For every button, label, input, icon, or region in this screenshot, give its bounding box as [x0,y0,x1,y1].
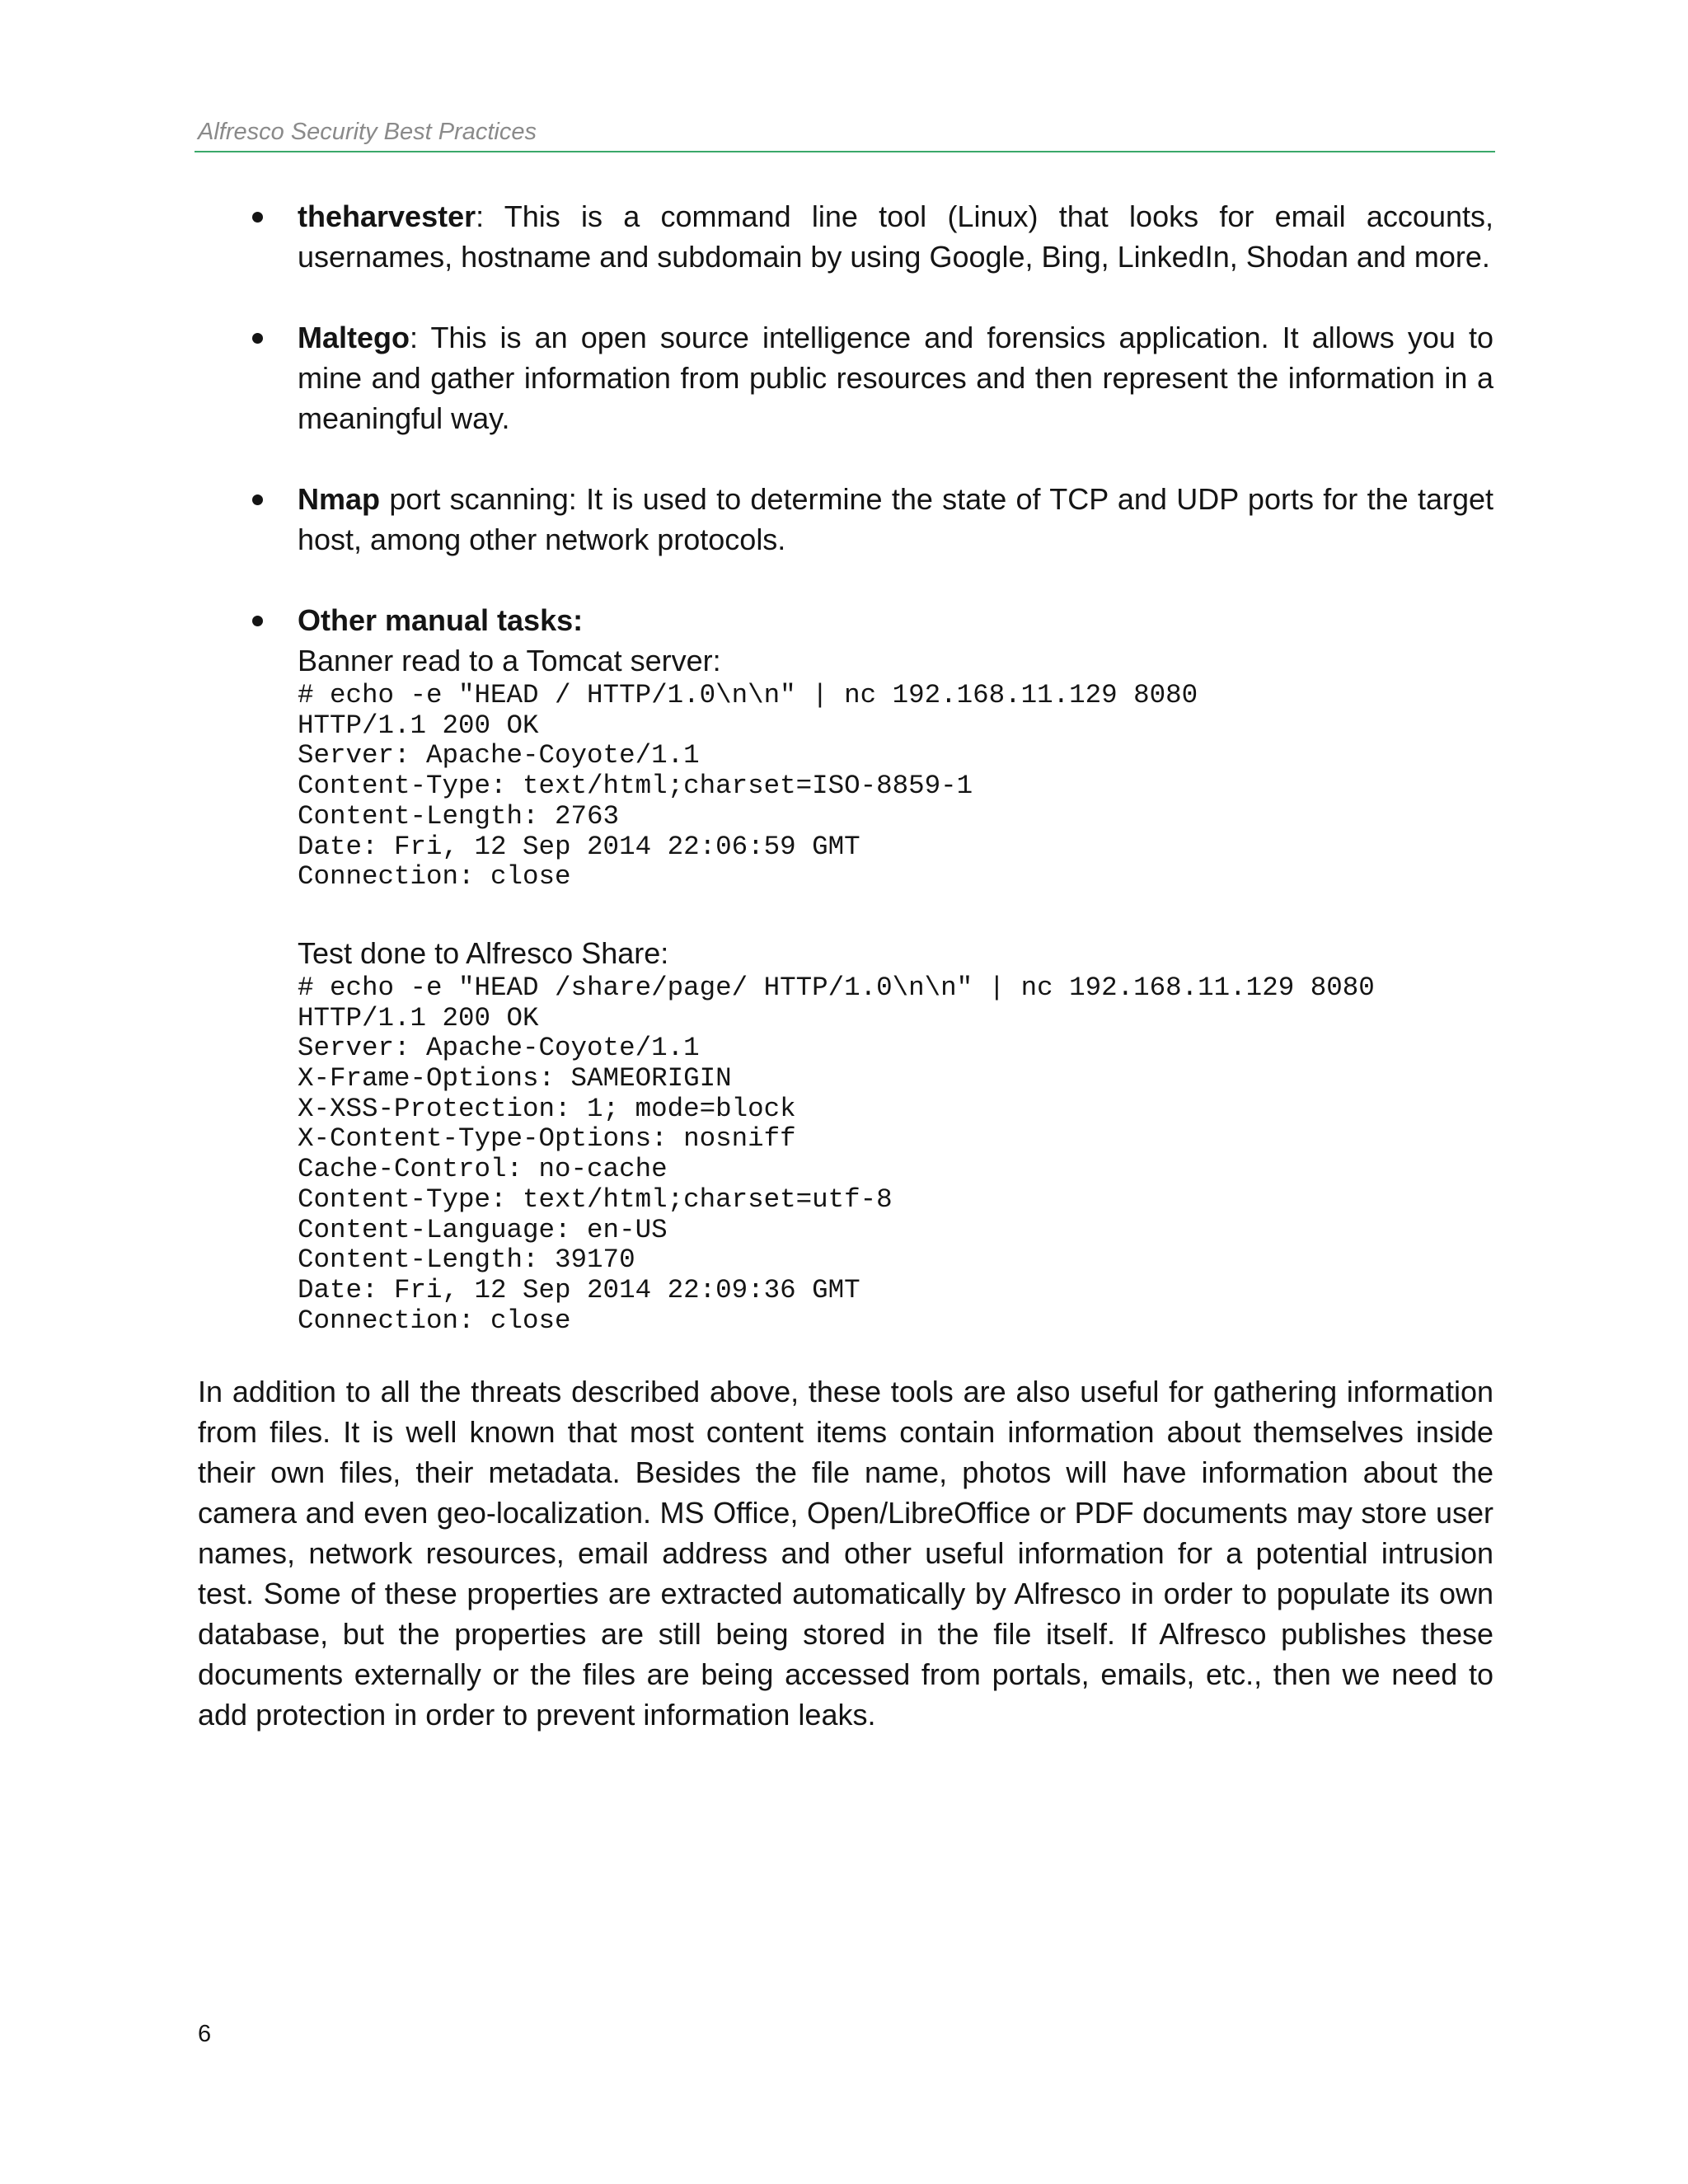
body-paragraph: In addition to all the threats described above, these tools are also useful for gathering information from files. It is well known that most content items contain information about themselves inside their own files, their metadata. Besides the file name, photos will have information about the camera and even geo-localization. MS Office, Open/LibreOffice or PDF documents may store user names, network resources, email address and other useful information for a potential intrusion test. Some of these properties are extracted automatically by Alfresco in order to populate its own database, but the properties are still being stored in the file itself. If Alfresco publishes these documents externally or the files are being accessed from portals, emails, etc., then we need to add protection in order to prevent information leaks. [198,1375,1493,1732]
banner-label: Banner read to a Tomcat server: [298,644,721,677]
code-line: # echo -e "HEAD / HTTP/1.0\n\n" | nc 192.168.11.129 8080 [298,680,1198,710]
running-header: Alfresco Security Best Practices [198,119,537,145]
code-line: Cache-Control: no-cache [298,1154,668,1185]
list-item-manual-tasks [198,600,1493,1336]
tools-list [198,196,1493,1336]
code-line: Connection: close [298,1305,571,1336]
code-line: Content-Language: en-US [298,1214,668,1245]
code-line: # echo -e "HEAD /share/page/ HTTP/1.0\n\n" | nc 192.168.11.129 8080 [298,972,1375,1003]
list-item-maltego [198,317,1493,438]
code-line: Content-Length: 2763 [298,800,620,832]
code-line: X-Content-Type-Options: nosniff [298,1123,796,1155]
bullet-icon [252,616,263,626]
list-item-text [298,196,1493,277]
page-body [198,196,1493,1735]
code-line: Content-Type: text/html;charset=ISO-8859-1 [298,771,973,802]
list-item-theharvester [198,196,1493,277]
share-label: Test done to Alfresco Share: [298,935,669,970]
bullet-icon [252,494,263,505]
tool-description: : This is an open source intelligence and forensics application. It allows you to mine and gather information from public resources and then represent the information in a meaningful way. [298,321,1493,435]
share-code-block [298,973,1493,1336]
code-line: Connection: close [298,861,571,893]
tool-name: Other manual tasks: [298,603,584,637]
header-divider [195,151,1495,152]
page-number: 6 [198,2021,212,2047]
code-line: Server: Apache-Coyote/1.1 [298,1033,700,1064]
list-item-text [298,317,1493,438]
code-line: X-Frame-Options: SAMEORIGIN [298,1063,732,1094]
banner-code-block [298,681,1493,893]
code-line: HTTP/1.1 200 OK [298,1002,539,1033]
code-line: Server: Apache-Coyote/1.1 [298,740,700,771]
code-line: Date: Fri, 12 Sep 2014 22:09:36 GMT [298,1274,860,1305]
code-line: Date: Fri, 12 Sep 2014 22:06:59 GMT [298,831,860,862]
code-line: HTTP/1.1 200 OK [298,710,539,741]
spacer [298,893,1493,933]
tool-name: Nmap [298,482,381,516]
list-item-text [298,600,1493,1336]
tool-name: Maltego [298,321,410,354]
code-line: X-XSS-Protection: 1; mode=block [298,1093,796,1124]
code-line: Content-Length: 39170 [298,1244,635,1276]
list-item-nmap [198,479,1493,560]
code-line: Content-Type: text/html;charset=utf-8 [298,1183,893,1215]
tool-name: theharvester [298,199,476,233]
list-item-text [298,479,1493,560]
tool-description: : This is a command line tool (Linux) that looks for email accounts, usernames, hostname and subdomain by using Google, Bing, LinkedIn, Shodan and more. [298,199,1493,274]
bullet-icon [252,333,263,344]
tool-description: port scanning: It is used to determine the state of TCP and UDP ports for the target host, among other network protocols. [298,482,1493,556]
bullet-icon [252,212,263,223]
